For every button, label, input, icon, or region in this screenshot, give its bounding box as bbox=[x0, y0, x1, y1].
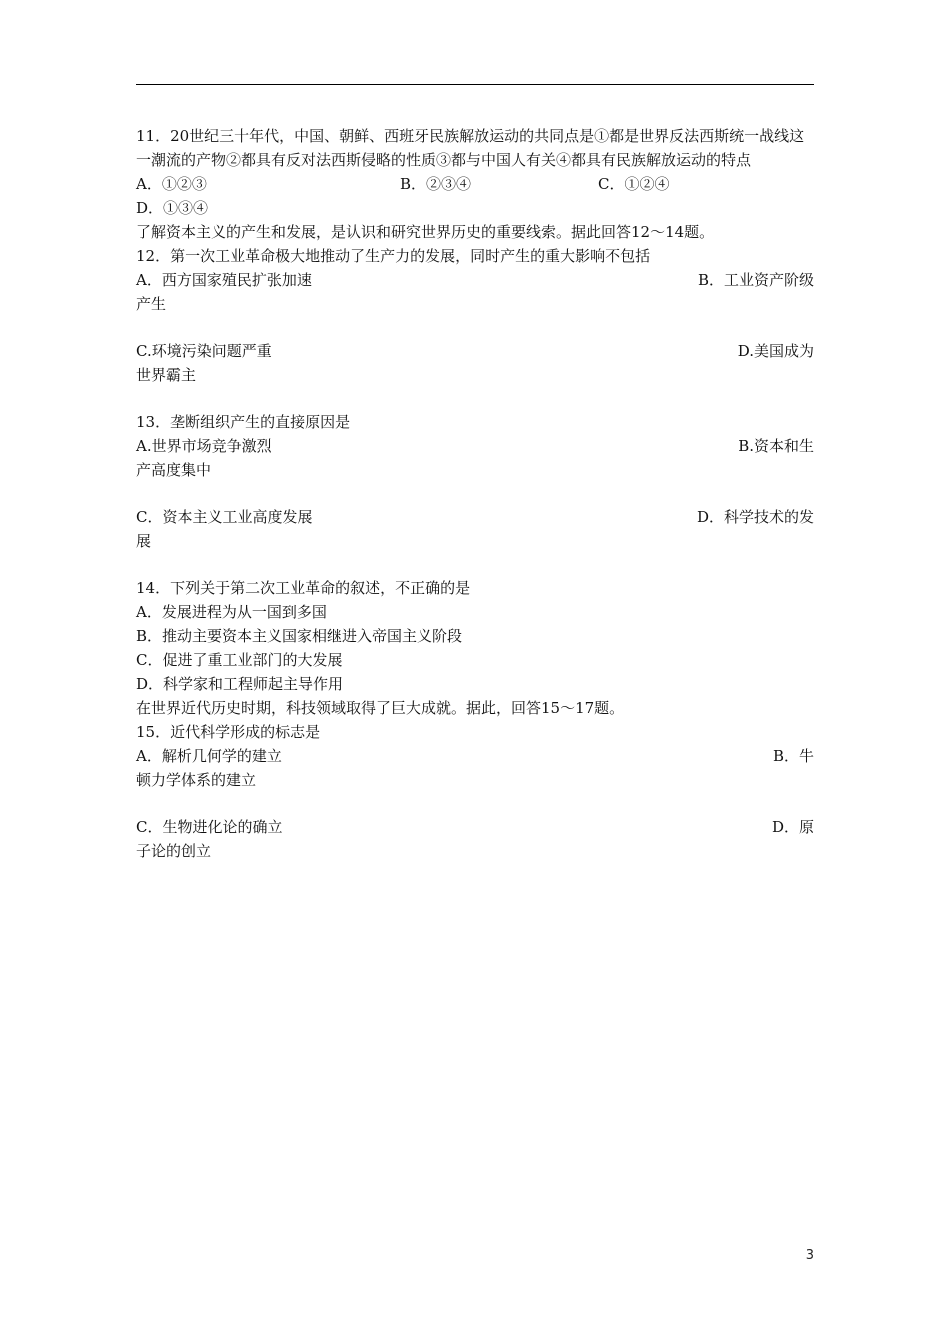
question-11-option-b: B．②③④ bbox=[400, 175, 472, 193]
header-rule bbox=[136, 84, 814, 85]
question-14-option-d: D．科学家和工程师起主导作用 bbox=[136, 675, 344, 693]
question-13-option-b-wrap: 产高度集中 bbox=[136, 461, 212, 479]
question-13-stem: 13．垄断组织产生的直接原因是 bbox=[136, 413, 351, 431]
question-12-option-d: D.美国成为 bbox=[737, 342, 814, 360]
question-13-option-b: B.资本和生 bbox=[738, 437, 814, 455]
question-15-option-d-wrap: 子论的创立 bbox=[136, 842, 212, 860]
question-14-option-b: B．推动主要资本主义国家相继进入帝国主义阶段 bbox=[136, 627, 463, 645]
question-12-option-d-wrap: 世界霸主 bbox=[136, 366, 197, 384]
page-content bbox=[136, 124, 814, 886]
question-15-option-a: A．解析几何学的建立 bbox=[136, 747, 282, 765]
question-12-option-b-wrap: 产生 bbox=[136, 295, 167, 313]
question-14-option-c: C．促进了重工业部门的大发展 bbox=[136, 651, 343, 669]
question-13-options-ab bbox=[136, 434, 814, 482]
question-12-option-b: B．工业资产阶级 bbox=[697, 271, 814, 289]
question-12-options-ab bbox=[136, 268, 814, 316]
question-11-option-d: D．①③④ bbox=[136, 199, 209, 217]
question-11-stem: 11．20世纪三十年代，中国、朝鲜、西班牙民族解放运动的共同点是①都是世界反法西斯统一战线这一潮流的产物②都具有反对法西斯侵略的性质③都与中国人有关④都具有民族解放运动的特点 bbox=[136, 127, 805, 169]
question-14-stem: 14．下列关于第二次工业革命的叙述，不正确的是 bbox=[136, 579, 471, 597]
question-11-options-row bbox=[136, 172, 814, 196]
section-intro-15-17: 在世界近代历史时期，科技领域取得了巨大成就。据此，回答15～17题。 bbox=[136, 699, 625, 717]
question-15-stem: 15．近代科学形成的标志是 bbox=[136, 723, 321, 741]
question-12-stem: 12．第一次工业革命极大地推动了生产力的发展，同时产生的重大影响不包括 bbox=[136, 247, 651, 265]
question-12-option-a: A．西方国家殖民扩张加速 bbox=[136, 271, 312, 289]
question-11-option-a: A．①②③ bbox=[136, 175, 207, 193]
question-12-option-c: C.环境污染问题严重 bbox=[136, 342, 272, 360]
question-13-option-c: C．资本主义工业高度发展 bbox=[136, 508, 313, 526]
question-11-option-c: C．①②④ bbox=[598, 175, 670, 193]
section-intro-12-14: 了解资本主义的产生和发展，是认识和研究世界历史的重要线索。据此回答12～14题。 bbox=[136, 223, 715, 241]
question-15-option-d: D．原 bbox=[771, 818, 814, 836]
question-13-option-a: A.世界市场竞争激烈 bbox=[136, 437, 272, 455]
question-15-options-ab bbox=[136, 744, 814, 792]
question-13-option-d-wrap: 展 bbox=[136, 532, 152, 550]
question-15-options-cd bbox=[136, 815, 814, 863]
question-12-options-cd bbox=[136, 339, 814, 387]
question-15-option-b-wrap: 顿力学体系的建立 bbox=[136, 771, 257, 789]
question-15-option-c: C．生物进化论的确立 bbox=[136, 818, 283, 836]
question-13-option-d: D．科学技术的发 bbox=[696, 508, 814, 526]
question-15-option-b: B．牛 bbox=[772, 747, 814, 765]
question-14-option-a: A．发展进程为从一国到多国 bbox=[136, 603, 327, 621]
page-number: 3 bbox=[805, 1248, 814, 1263]
question-13-options-cd bbox=[136, 505, 814, 553]
